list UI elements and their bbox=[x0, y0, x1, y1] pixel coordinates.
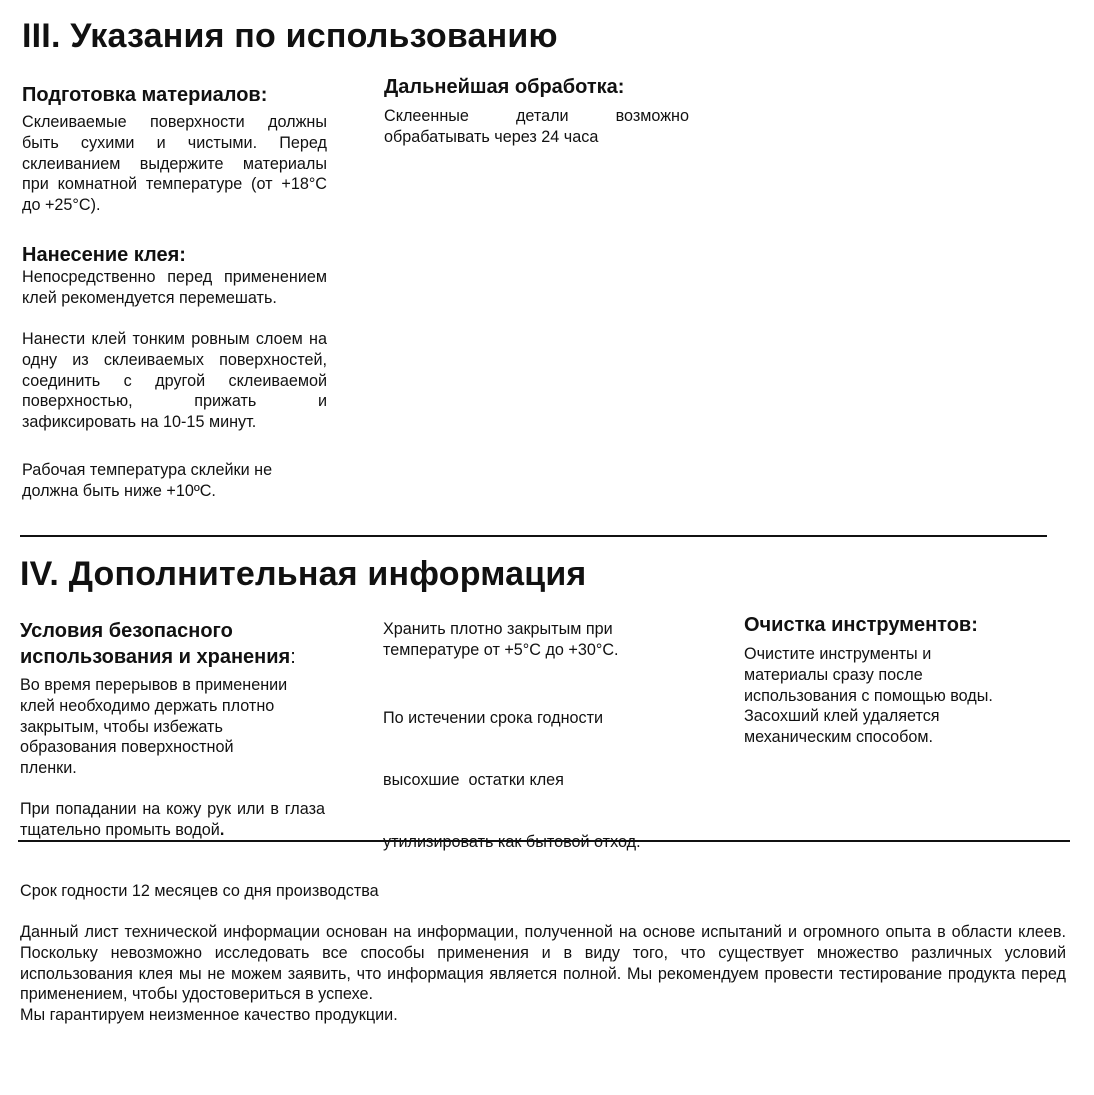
safety-text-1 bbox=[20, 675, 287, 779]
safety-text-2-end: . bbox=[219, 820, 225, 839]
prep-text: Склеиваемые поверхности должны быть сухими и чистыми. Перед склеиванием выдержите материалы при комнатной температуре (от +18°С до +25°С). bbox=[22, 113, 327, 215]
apply-text-3 bbox=[22, 460, 272, 502]
shelf-life: Срок годности 12 месяцев со дня производства bbox=[20, 882, 379, 900]
apply-text-2: Нанести клей тонким ровным слоем на одну из склеиваемых поверхностей, соединить с другой склеиваемой поверхностью, прижать и зафиксировать на 10-15 минут. bbox=[22, 330, 327, 432]
apply-text-3-line: должна быть ниже +10ºС. bbox=[22, 481, 216, 500]
processing-text: Склеенные детали возможно обрабатывать через 24 часа bbox=[384, 107, 689, 146]
cleaning-line: Засохший клей удаляется bbox=[744, 707, 940, 726]
guarantee: Мы гарантируем неизменное качество продукции. bbox=[20, 1006, 398, 1024]
storage-line: утилизировать как бытовой отход. bbox=[383, 833, 641, 852]
safety-heading-line: Условия безопасного bbox=[20, 620, 233, 642]
safety-line: Во время перерывов в применении bbox=[20, 676, 288, 694]
apply-text-3-line: Рабочая температура склейки не bbox=[22, 461, 273, 479]
cleaning-heading: Очистка инструментов: bbox=[744, 614, 978, 636]
storage-text-2 bbox=[383, 666, 641, 874]
section-divider bbox=[20, 535, 1047, 537]
cleaning-text bbox=[744, 644, 993, 748]
storage-line: Хранить плотно закрытым при bbox=[383, 620, 613, 638]
cleaning-line: механическим способом. bbox=[744, 728, 933, 747]
cleaning-line: материалы сразу после bbox=[744, 665, 923, 684]
safety-line: закрытым, чтобы избежать bbox=[20, 717, 223, 736]
apply-heading: Нанесение клея: bbox=[22, 244, 186, 266]
storage-line: температуре от +5°С до +30°С. bbox=[383, 640, 619, 659]
section3-title: III. Указания по использованию bbox=[22, 17, 558, 55]
safety-heading bbox=[20, 618, 296, 670]
safety-text-2-body: При попадании на кожу рук или в глаза тщательно промыть водой bbox=[20, 800, 325, 839]
cleaning-line: Очистите инструменты и bbox=[744, 645, 932, 663]
footer-divider bbox=[18, 840, 1070, 842]
processing-heading: Дальнейшая обработка: bbox=[384, 76, 625, 98]
disclaimer: Данный лист технической информации основан на информации, полученной на основе испытаний и огромного опыта в области клеев. Поскольку невозможно исследовать все способы применения и в виду того, что существует множество различных условий использования клея мы не можем заявить, что информация является полной. Мы рекомендуем провести тестирование продукта перед применением, чтобы удостовериться в успехе. bbox=[20, 923, 1066, 1004]
storage-line: По истечении срока годности bbox=[383, 708, 604, 727]
section4-title: IV. Дополнительная информация bbox=[20, 555, 587, 593]
storage-line: высохшие остатки клея bbox=[383, 770, 564, 789]
apply-text-1: Непосредственно перед применением клей рекомендуется перемешать. bbox=[22, 268, 327, 307]
safety-text-2 bbox=[20, 799, 325, 841]
safety-line: образования поверхностной bbox=[20, 738, 234, 757]
storage-text-1 bbox=[383, 619, 619, 661]
cleaning-line: использования с помощью воды. bbox=[744, 686, 993, 705]
safety-line: клей необходимо держать плотно bbox=[20, 696, 275, 715]
safety-line: пленки. bbox=[20, 759, 77, 778]
safety-heading-colon: : bbox=[290, 646, 296, 668]
safety-heading-line: использования и хранения bbox=[20, 646, 291, 668]
prep-heading: Подготовка материалов: bbox=[22, 84, 268, 106]
